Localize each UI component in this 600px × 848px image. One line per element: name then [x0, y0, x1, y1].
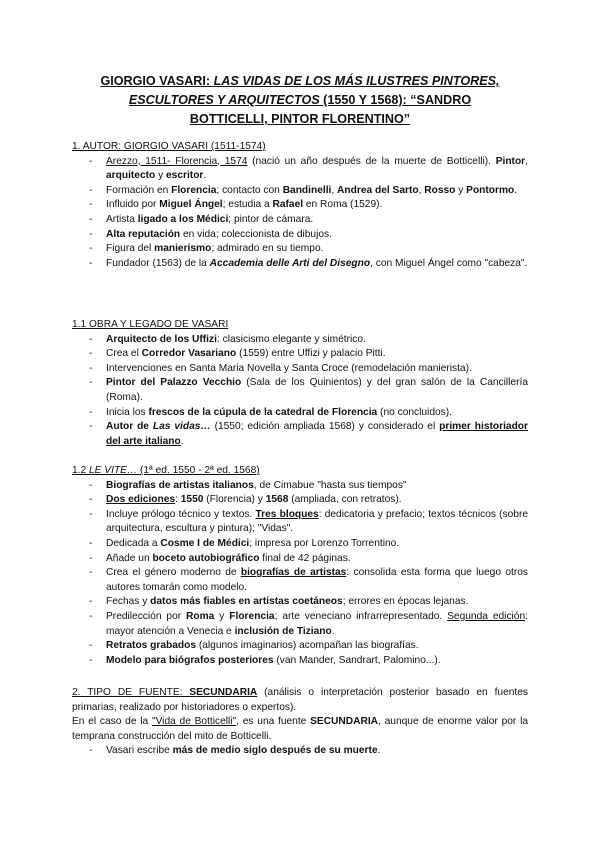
bold-text: Arquitecto de los Uffizi [106, 333, 217, 345]
bold-text: Pintor del Palazzo Vecchio [106, 377, 242, 389]
bold-text: Corredor Vasariano [141, 348, 237, 360]
bold-text: Bandinelli [282, 184, 332, 196]
list-item [72, 639, 528, 654]
list-item [72, 347, 528, 362]
bold-text: 1568 [265, 494, 289, 506]
bold-text: Pontormo [466, 184, 515, 196]
text: 1.2 [72, 465, 89, 476]
text: Figura del [106, 243, 155, 255]
list-item [72, 654, 528, 669]
text: (ampliada, con retratos). [288, 494, 402, 506]
section-le-vite [72, 464, 528, 668]
bold-underlined-text: primer historiador del arte italiano [106, 421, 528, 447]
text: . [377, 745, 381, 757]
list-item [72, 228, 528, 243]
section-work-legacy [72, 318, 528, 449]
text: , [418, 184, 425, 196]
list-item [72, 257, 528, 272]
text: Añade un [106, 552, 153, 564]
underlined-text: "Vida de Botticelli" [151, 716, 237, 728]
text: (1550; edición ampliada 1568) y considerado el [210, 421, 440, 433]
section-heading-work: 1.1 OBRA Y LEGADO DE VASARI [72, 319, 229, 330]
document-title [60, 72, 540, 129]
text: Fundador (1563) de la [106, 257, 210, 269]
bold-text: Florencia [171, 184, 217, 196]
bold-text: Modelo para biógrafos posteriores [106, 654, 274, 666]
source-type-paragraph [72, 686, 528, 715]
list-item [72, 537, 528, 552]
text: ; admirado en su tiempo. [211, 243, 324, 255]
bold-text: manierismo [154, 243, 212, 255]
bold-text: Retratos grabados [106, 640, 197, 652]
list-item [72, 566, 528, 595]
text: ; arte veneciano infrarrepresentado. [274, 610, 448, 622]
list-item [72, 155, 528, 184]
bold-text: Autor de [106, 421, 153, 433]
text: : [175, 494, 181, 506]
birth-death-text: Arezzo, 1511- Florencia, 1574 [106, 155, 248, 167]
text: Vasari escribe [106, 745, 173, 757]
section-author [72, 140, 528, 271]
text: . [331, 625, 335, 637]
bold-underlined-text: Dos ediciones [106, 494, 176, 506]
bold-text: Andrea del Sarto [337, 184, 419, 196]
underlined-text: Segunda edición [447, 610, 526, 622]
text: (1ª ed. 1550 - 2ª ed. 1568) [137, 465, 260, 476]
text: (algunos imaginarios) acompañan las biografías. [196, 640, 419, 652]
italic-text: LE VITE… [89, 465, 138, 476]
text: (Sala de los Quinientos) y del gran salón de la Cancillería (Roma). [106, 377, 528, 403]
section-source-type [72, 686, 528, 759]
text: (no concluidos). [377, 406, 452, 418]
botticelli-paragraph [72, 715, 528, 744]
list-item [72, 333, 528, 348]
text: Influido por [106, 199, 160, 211]
bold-text: inclusión de Tiziano [234, 625, 332, 637]
text: (nació un año después de la muerte de Botticelli). [247, 155, 491, 167]
author-list [72, 155, 528, 272]
list-item [72, 493, 528, 508]
title-line2-suffix: (1550 Y 1568): “SANDRO [319, 93, 472, 107]
text: En el caso de la [72, 716, 152, 728]
text: ; pintor de cámara. [228, 213, 314, 225]
list-item [72, 420, 528, 449]
text: Artista [106, 213, 138, 225]
text: ; contacto con [216, 184, 283, 196]
list-item [72, 595, 528, 610]
bold-underlined-text: Tres bloques [255, 508, 319, 520]
text: (van Mander, Sandrart, Palomino...). [273, 654, 441, 666]
text: Crea el género moderno de [106, 567, 241, 579]
text: : mayor atención a Venecia e [106, 610, 528, 637]
text: Predilección por [106, 610, 187, 622]
title-line2-italic: ESCULTORES Y ARQUITECTOS [128, 93, 320, 107]
text: Crea el [106, 348, 142, 360]
bold-text: Miguel Ángel [159, 199, 223, 211]
section-heading-author: 1. AUTOR: GIORGIO VASARI (1511-1574) [72, 141, 266, 152]
bold-italic-text: Las vidas… [152, 421, 211, 433]
bold-text: Rosso [424, 184, 456, 196]
text: Dedicada a [106, 537, 161, 549]
text: : dedicatoria y prefacio; textos técnicos (sobre arquitectura, escultura y pintura); "Vidas". [106, 508, 528, 535]
text: (1559) entre Uffizi y palacio Pitti. [236, 348, 386, 360]
section-heading-source-type: 2. TIPO DE FUENTE: [72, 687, 190, 698]
text: Intervenciones en Santa Maria Novella y Santa Croce (remodelación manierista). [106, 362, 472, 374]
bold-text: Florencia [229, 610, 275, 622]
list-item [72, 610, 528, 639]
bold-text: Pintor [495, 155, 526, 167]
text: en vida; coleccionista de dibujos. [180, 228, 332, 240]
section-heading-le-vite [72, 464, 528, 479]
bold-italic-text: Accademia delle Arti del Disegno [209, 257, 371, 269]
text: y [214, 610, 230, 622]
list-item [72, 184, 528, 199]
text: , [525, 155, 528, 167]
text: , es una fuente [236, 716, 311, 728]
bold-text: escritor [166, 170, 204, 182]
list-item [72, 376, 528, 405]
bold-text: más de medio siglo después de su muerte [172, 745, 378, 757]
text: en Roma (1529). [303, 199, 383, 211]
text: Fechas y [106, 596, 151, 608]
text: (Florencia) y [203, 494, 266, 506]
list-item [72, 242, 528, 257]
bold-text: datos más fiables en artistas coetáneos [150, 596, 343, 608]
text: , de Cimabue "hasta sus tiempos" [253, 479, 407, 491]
source-list [72, 744, 528, 759]
list-item [72, 406, 528, 421]
list-item [72, 479, 528, 494]
bold-text: Biografías de artistas italianos [106, 479, 254, 491]
text: ; impresa por Lorenzo Torrentino. [249, 537, 400, 549]
bold-underlined-text: biografías de artistas [240, 567, 347, 579]
text: . [180, 435, 184, 447]
text: (análisis o interpretación posterior basado en fuentes primarias, realizado por historiadores o expertos). [72, 687, 528, 713]
list-item [72, 198, 528, 213]
text: Formación en [106, 184, 172, 196]
bold-text: arquitecto [106, 170, 156, 182]
text: final de 42 páginas. [259, 552, 351, 564]
bold-text: ligado a los Médici [137, 213, 229, 225]
bold-text: frescos de la cúpula de la catedral de Florencia [148, 406, 378, 418]
text: . [203, 170, 207, 182]
text: , [331, 184, 338, 196]
text: , con Miguel Ángel como "cabeza". [370, 257, 528, 269]
title-line1-italic: LAS VIDAS DE LOS MÁS ILUSTRES PINTORES, [213, 74, 500, 88]
title-line1-prefix: GIORGIO VASARI: [100, 74, 214, 88]
text: y [455, 184, 467, 196]
bold-text: boceto autobiográfico [152, 552, 260, 564]
list-item [72, 362, 528, 377]
text: ; estudia a [222, 199, 273, 211]
list-item [72, 552, 528, 567]
bold-text: Rafael [272, 199, 304, 211]
bold-text: Alta reputación [106, 228, 181, 240]
bold-text: 1550 [180, 494, 204, 506]
text: : consolida esta forma que luego otros autores tomarán como modelo. [106, 567, 528, 593]
list-item [72, 508, 528, 537]
text: Incluye prólogo técnico y textos. [106, 508, 256, 520]
bold-text: SECUNDARIA [310, 716, 379, 728]
bold-underlined-text: SECUNDARIA [189, 687, 258, 698]
work-list [72, 333, 528, 450]
list-item [72, 213, 528, 228]
text: : clasicismo elegante y simétrico. [216, 333, 366, 345]
text: , aunque de enorme valor por la temprana construcción del mito de Botticelli. [72, 716, 528, 742]
text: . [514, 184, 518, 196]
title-line3: BOTTICELLI, PINTOR FLORENTINO” [189, 112, 411, 126]
text: ; errores en épocas lejanas. [342, 596, 469, 608]
text: y [155, 170, 167, 182]
bold-text: Roma [186, 610, 215, 622]
text: Inicia los [106, 406, 149, 418]
le-vite-list [72, 479, 528, 669]
list-item [72, 744, 528, 759]
bold-text: Cosme I de Médici [160, 537, 250, 549]
